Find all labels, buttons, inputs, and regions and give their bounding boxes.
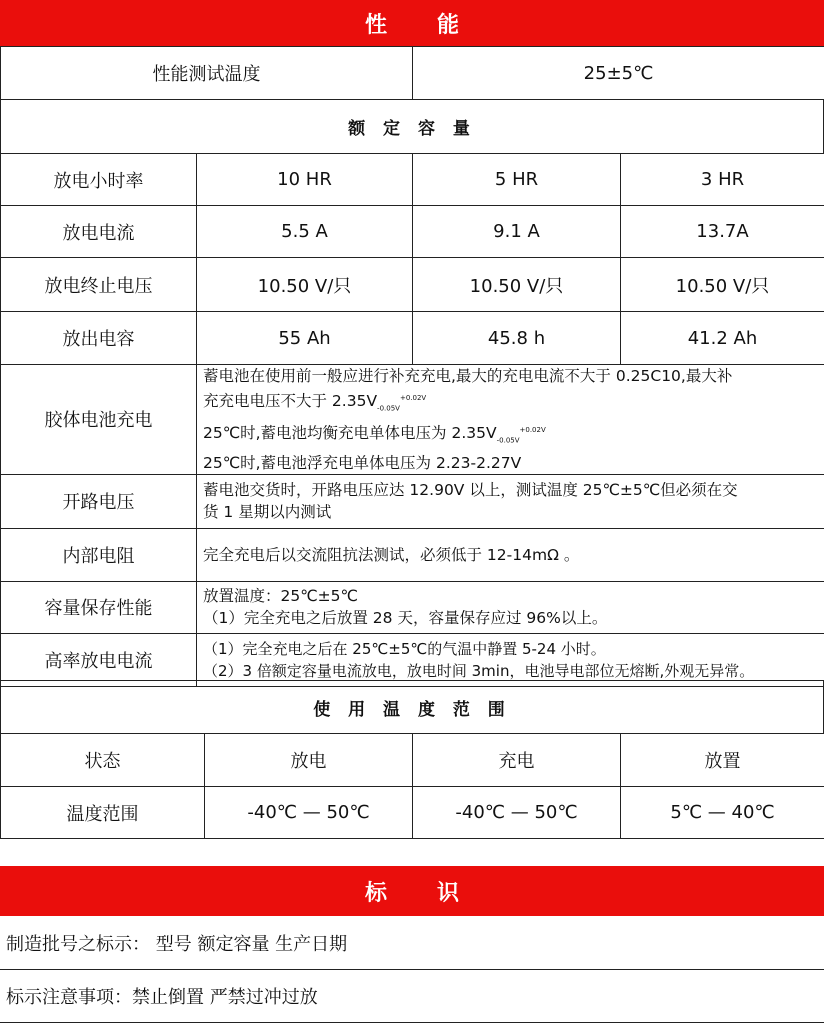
high-rate-label: 高率放电电流 [1, 633, 197, 686]
open-circuit-line1: 蓄电池交货时，开路电压应达 12.90V 以上，测试温度 25℃±5℃但必须在交 [203, 481, 738, 499]
retention-label: 容量保存性能 [1, 581, 197, 633]
table-row [1, 365, 824, 475]
capacity-label: 放出电容 [1, 312, 197, 365]
test-temp-table [0, 46, 824, 100]
current-10: 5.5 A [197, 206, 413, 258]
table-row [1, 528, 824, 581]
table-row [1, 154, 824, 206]
capacity-3: 41.2 Ah [621, 312, 824, 365]
temp-header-state: 状态 [1, 734, 205, 787]
table-row [1, 787, 824, 839]
batch-mark-line: 制造批号之标示： 型号 额定容量 生产日期 [6, 934, 348, 955]
performance-table [0, 153, 824, 687]
high-rate-line1: （1）完全充电之后在 25℃±5℃的气温中静置 5-24 小时。 [203, 639, 606, 658]
rated-capacity-title: 额 定 容 量 [1, 100, 824, 154]
open-circuit-label: 开路电压 [1, 474, 197, 528]
temp-range-title-table [0, 680, 824, 734]
marking-header [0, 866, 824, 916]
test-temp-label: 性能测试温度 [1, 47, 413, 100]
divider [0, 1022, 824, 1023]
high-rate-text [197, 633, 824, 686]
performance-header [0, 0, 824, 46]
performance-title-b: 能 [437, 12, 460, 38]
current-5: 9.1 A [413, 206, 621, 258]
test-temp-value: 25±5℃ [413, 47, 824, 100]
open-circuit-text [197, 474, 824, 528]
temp-row-label: 温度范围 [1, 787, 205, 839]
capacity-5: 45.8 h [413, 312, 621, 365]
performance-title-a: 性 [364, 12, 387, 38]
end-voltage-3: 10.50 V/只 [621, 258, 824, 312]
internal-resistance-label: 内部电阻 [1, 528, 197, 581]
table-row [1, 312, 824, 365]
temp-storage-range: 5℃ — 40℃ [621, 787, 824, 839]
temp-discharge-range: -40℃ — 50℃ [205, 787, 413, 839]
hour-rate-10: 10 HR [197, 154, 413, 206]
retention-line1: 放置温度：25℃±5℃ [203, 587, 358, 605]
table-row [1, 206, 824, 258]
open-circuit-line2: 货 1 星期以内测试 [203, 503, 332, 521]
table-row [1, 258, 824, 312]
retention-line2: （1）完全充电之后放置 28 天，容量保存应过 96%以上。 [203, 609, 608, 627]
internal-resistance-text: 完全充电后以交流阻抗法测试，必须低于 12-14mΩ 。 [197, 528, 824, 581]
notice-line: 标示注意事项：禁止倒置 严禁过冲过放 [6, 987, 318, 1008]
current-3: 13.7A [621, 206, 824, 258]
gel-charge-line1: 蓄电池在使用前一般应进行补充充电,最大的充电电流不大于 0.25C10,最大补 [203, 367, 733, 385]
hour-rate-5: 5 HR [413, 154, 621, 206]
temp-charge-range: -40℃ — 50℃ [413, 787, 621, 839]
marking-title-a: 标 [364, 880, 387, 906]
gel-charge-line2: 充充电电压不大于 $2.35V_{-0.05V}^{+0.02V}$ [203, 392, 427, 413]
high-rate-line2: （2）3 倍额定容量电流放电，放电时间 3min，电池导电部位无熔断,外观无异常。 [203, 661, 755, 680]
table-row [1, 734, 824, 787]
gel-charge-text [197, 365, 824, 475]
temp-range-title: 使 用 温 度 范 围 [1, 681, 824, 734]
temp-header-storage: 放置 [621, 734, 824, 787]
hour-rate-label: 放电小时率 [1, 154, 197, 206]
gel-charge-line3: 25℃时,蓄电池均衡充电单体电压为 $2.35V_{-0.05V}^{+0.02V}$ [203, 424, 546, 445]
end-voltage-5: 10.50 V/只 [413, 258, 621, 312]
hour-rate-3: 3 HR [621, 154, 824, 206]
current-label: 放电电流 [1, 206, 197, 258]
table-row [1, 581, 824, 633]
gel-charge-line4: 25℃时,蓄电池浮充电单体电压为 2.23-2.27V [203, 453, 522, 472]
temp-header-charge: 充电 [413, 734, 621, 787]
table-row [1, 633, 824, 686]
table-row [1, 474, 824, 528]
temp-header-discharge: 放电 [205, 734, 413, 787]
capacity-10: 55 Ah [197, 312, 413, 365]
marking-title-b: 识 [437, 880, 460, 906]
temp-range-table [0, 733, 824, 839]
end-voltage-label: 放电终止电压 [1, 258, 197, 312]
retention-text [197, 581, 824, 633]
rated-capacity-title-table [0, 99, 824, 154]
end-voltage-10: 10.50 V/只 [197, 258, 413, 312]
gel-charge-label: 胶体电池充电 [1, 365, 197, 475]
